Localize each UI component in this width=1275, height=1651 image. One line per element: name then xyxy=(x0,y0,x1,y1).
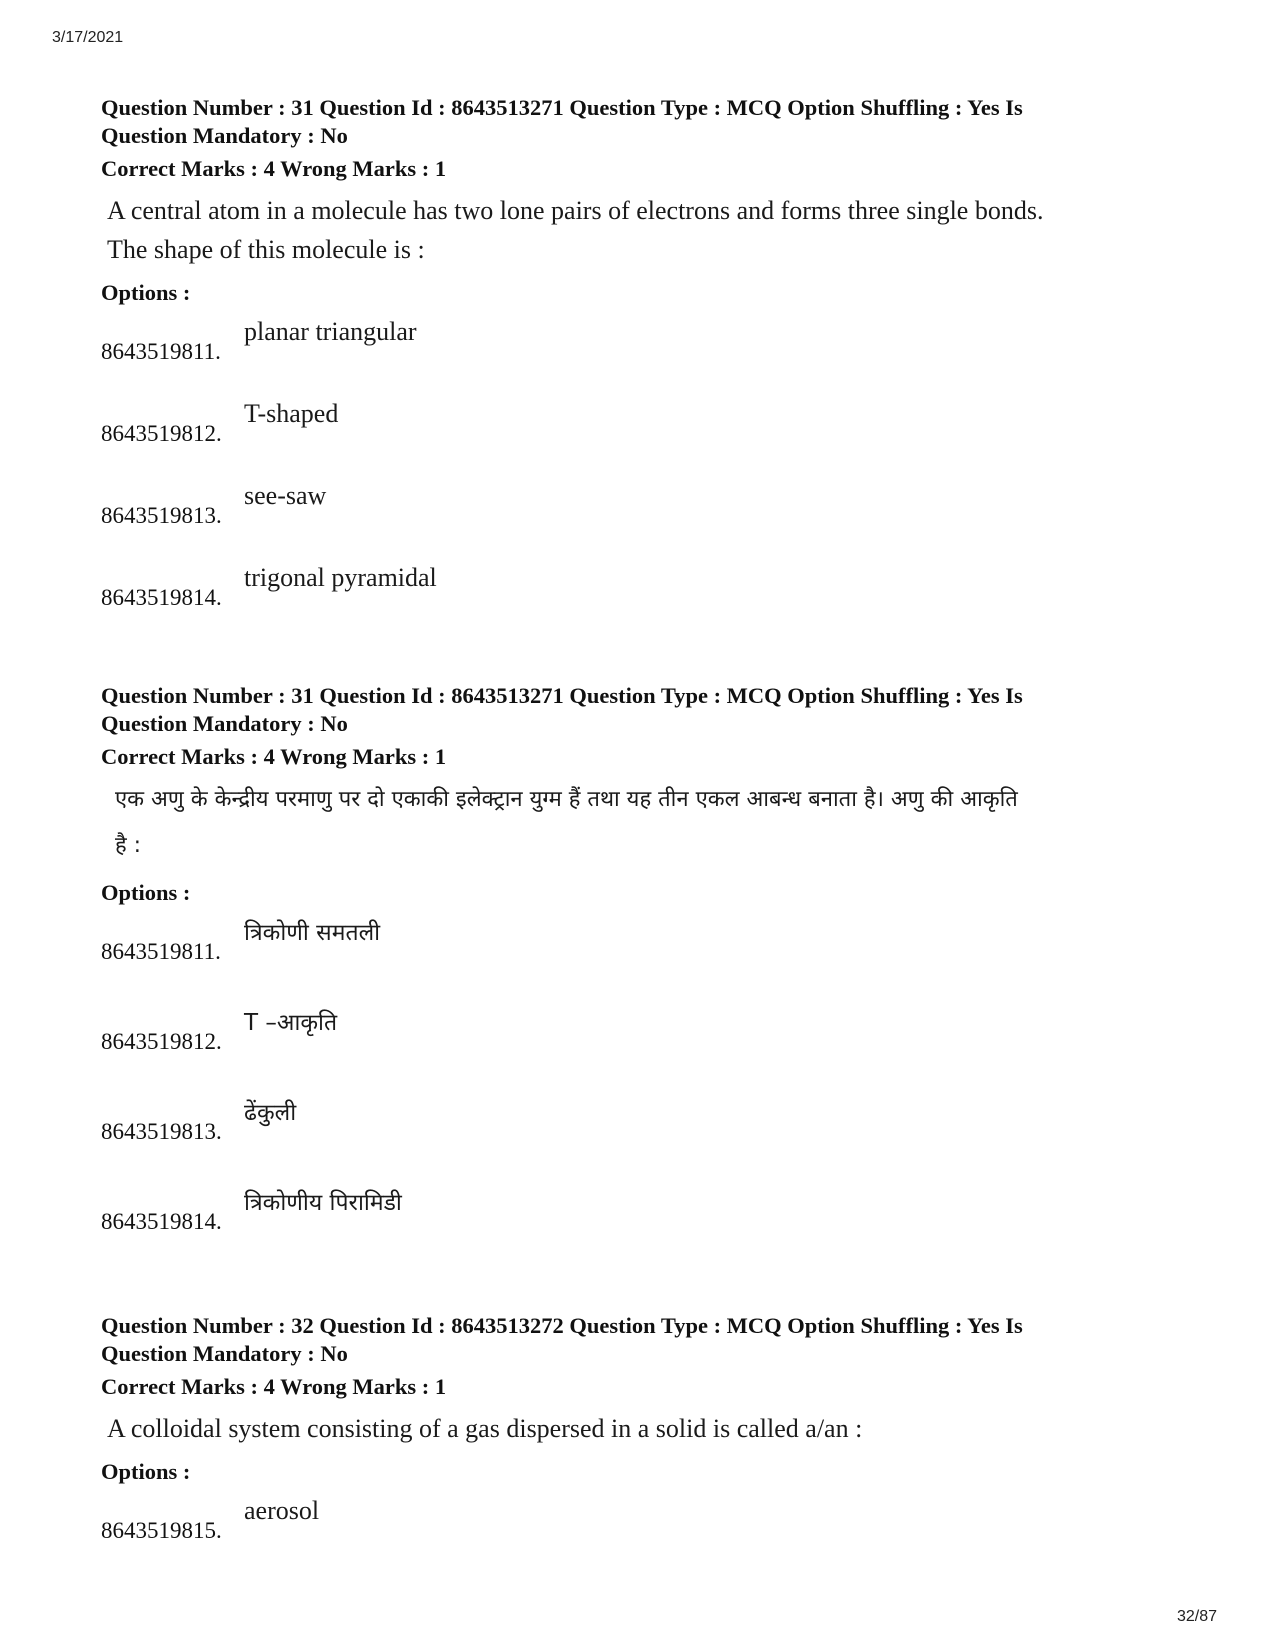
option-id: 8643519812. xyxy=(101,1029,222,1054)
question-meta: Question Number : 31 Question Id : 8643513271 Question Type : MCQ Option Shuffling : Yes Is Question Mandatory : No xyxy=(101,95,1023,148)
option-item xyxy=(101,997,1181,1087)
option-text: त्रिकोणीय पिरामिडी xyxy=(244,1190,402,1216)
option-id: 8643519814. xyxy=(101,585,222,610)
option-item xyxy=(101,1486,1181,1568)
option-text: ढेंकुली xyxy=(244,1100,297,1126)
question-meta: Question Number : 32 Question Id : 8643513272 Question Type : MCQ Option Shuffling : Yes Is Question Mandatory : No xyxy=(101,1313,1023,1366)
option-text: T –आकृति xyxy=(244,1010,338,1036)
options-label: Options : xyxy=(101,280,191,305)
option-id: 8643519812. xyxy=(101,421,222,446)
question-block-3 xyxy=(101,1312,1181,1568)
question-marks: Correct Marks : 4 Wrong Marks : 1 xyxy=(101,156,447,181)
option-text: see-saw xyxy=(244,481,327,510)
page-number: 32/87 xyxy=(1176,1608,1217,1625)
options-label: Options : xyxy=(101,1459,191,1484)
option-id: 8643519815. xyxy=(101,1518,222,1543)
question-meta: Question Number : 31 Question Id : 8643513271 Question Type : MCQ Option Shuffling : Yes Is Question Mandatory : No xyxy=(101,683,1023,736)
question-block-2 xyxy=(101,682,1181,1267)
option-id: 8643519813. xyxy=(101,503,222,528)
question-text: एक अणु के केन्द्रीय परमाणु पर दो एकाकी इलेक्ट्रान युग्म हैं तथा यह तीन एकल आबन्ध बनाता है। अणु की आकृति है : xyxy=(115,787,1018,858)
option-text: trigonal pyramidal xyxy=(244,563,437,592)
option-id: 8643519811. xyxy=(101,339,221,364)
option-id: 8643519811. xyxy=(101,939,221,964)
option-text: T-shaped xyxy=(244,399,339,428)
option-item xyxy=(101,1087,1181,1177)
option-item xyxy=(101,553,1181,635)
print-date: 3/17/2021 xyxy=(52,29,124,46)
option-item xyxy=(101,307,1181,389)
question-text: A central atom in a molecule has two lone pairs of electrons and forms three single bonds. The shape of this molecule is : xyxy=(107,196,1044,264)
option-text: aerosol xyxy=(244,1496,320,1525)
option-item xyxy=(101,471,1181,553)
options-label: Options : xyxy=(101,880,191,905)
question-text: A colloidal system consisting of a gas dispersed in a solid is called a/an : xyxy=(107,1414,863,1443)
option-id: 8643519814. xyxy=(101,1209,222,1234)
option-text: त्रिकोणी समतली xyxy=(244,920,381,946)
question-marks: Correct Marks : 4 Wrong Marks : 1 xyxy=(101,744,447,769)
option-id: 8643519813. xyxy=(101,1119,222,1144)
question-marks: Correct Marks : 4 Wrong Marks : 1 xyxy=(101,1374,447,1399)
question-block-1 xyxy=(101,94,1181,635)
option-item xyxy=(101,907,1181,997)
option-text: planar triangular xyxy=(244,317,417,346)
option-item xyxy=(101,1177,1181,1267)
option-item xyxy=(101,389,1181,471)
